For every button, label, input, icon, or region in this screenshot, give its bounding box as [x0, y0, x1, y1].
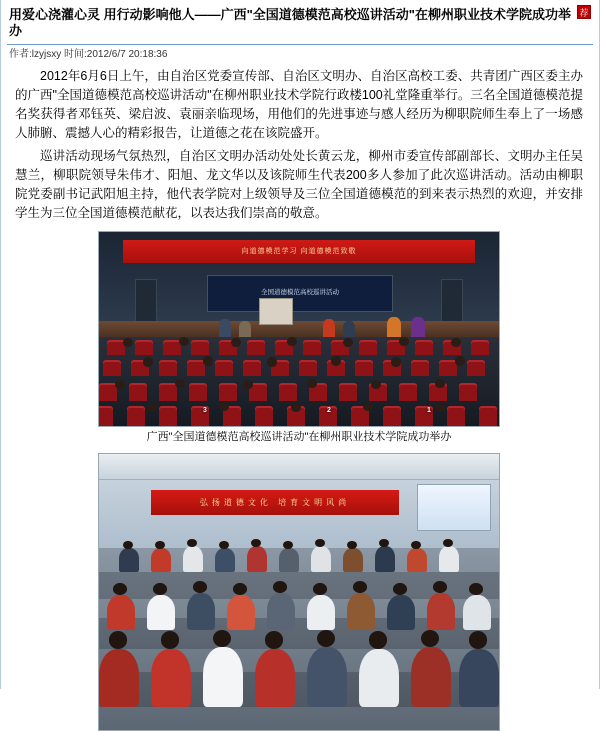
hall-ceiling: [99, 454, 499, 480]
recommended-badge: 荐: [577, 5, 591, 19]
stage-banner-text: 向道德模范学习 向道德模范致敬: [123, 240, 475, 263]
audience-crowd: [99, 537, 499, 730]
photo-lecture-hall-stage: [98, 231, 500, 427]
photo-audience-hall: [98, 453, 500, 731]
stage-person: [387, 317, 401, 336]
article-header: [7, 5, 593, 45]
figure-caption-1: 广西"全国道德模范高校巡讲活动"在柳州职业技术学院成功举办: [146, 431, 452, 443]
podium: [259, 298, 293, 325]
audience-area: [99, 337, 499, 426]
stage-person: [239, 321, 251, 337]
stage-person: [323, 319, 335, 336]
paragraph-2: 巡讲活动现场气氛热烈，自治区文明办活动处处长黄云龙，柳州市委宣传部副部长、文明办主任吴慧兰，柳职院领导朱伟才、阳旭、龙文华以及该院师生代表200多人参加了此次巡讲活动。活动由柳职院党委副书记武阳旭主持，他代表学院对上级领导及三位全国道德模范的到来表示热烈的欢迎，并安排学生为三位全国道德模范献花，以表达我们崇高的敬意。: [15, 149, 583, 220]
article-body: [15, 67, 583, 731]
article-meta: 作者:lzyjsxy 时间:2012/6/7 20:18:36: [9, 49, 168, 60]
page-title: 用爱心浇灌心灵 用行动影响他人——广西"全国道德模范高校巡讲活动"在柳州职业技术学院成功举办: [9, 7, 571, 38]
figure-2: [15, 453, 583, 731]
stage-floor: [99, 321, 499, 337]
seat-row: [99, 360, 499, 376]
seat-number: 1: [427, 407, 431, 415]
stage-person: [219, 319, 231, 336]
paragraph-1: 2012年6月6日上午，由自治区党委宣传部、自治区文明办、自治区高校工委、共青团广西区委主办的广西"全国道德模范高校巡讲活动"在柳州职业技术学院行政楼100礼堂隆重举行。三名全国道德模范提名奖获得者邓钰英、梁启波、袁丽亲临现场，用他们的先进事迹与感人经历为柳职院师生奉上了一场感人肺腑、震撼人心的精彩报告，让道德之花在该院盛开。: [15, 69, 583, 140]
hall-window: [417, 484, 491, 530]
stage-person: [411, 317, 425, 336]
figure-1: [15, 231, 583, 445]
seat-number: 3: [203, 407, 207, 415]
stage-speaker-right: [441, 279, 463, 324]
stage-person: [343, 321, 355, 337]
stage-screen-text: 全国道德模范高校巡讲活动: [207, 275, 393, 312]
hall-banner-text: 弘扬道德文化 培育文明风尚: [151, 490, 399, 515]
stage-speaker-left: [135, 279, 157, 324]
seat-row: [99, 340, 499, 354]
seat-number: 2: [327, 407, 331, 415]
